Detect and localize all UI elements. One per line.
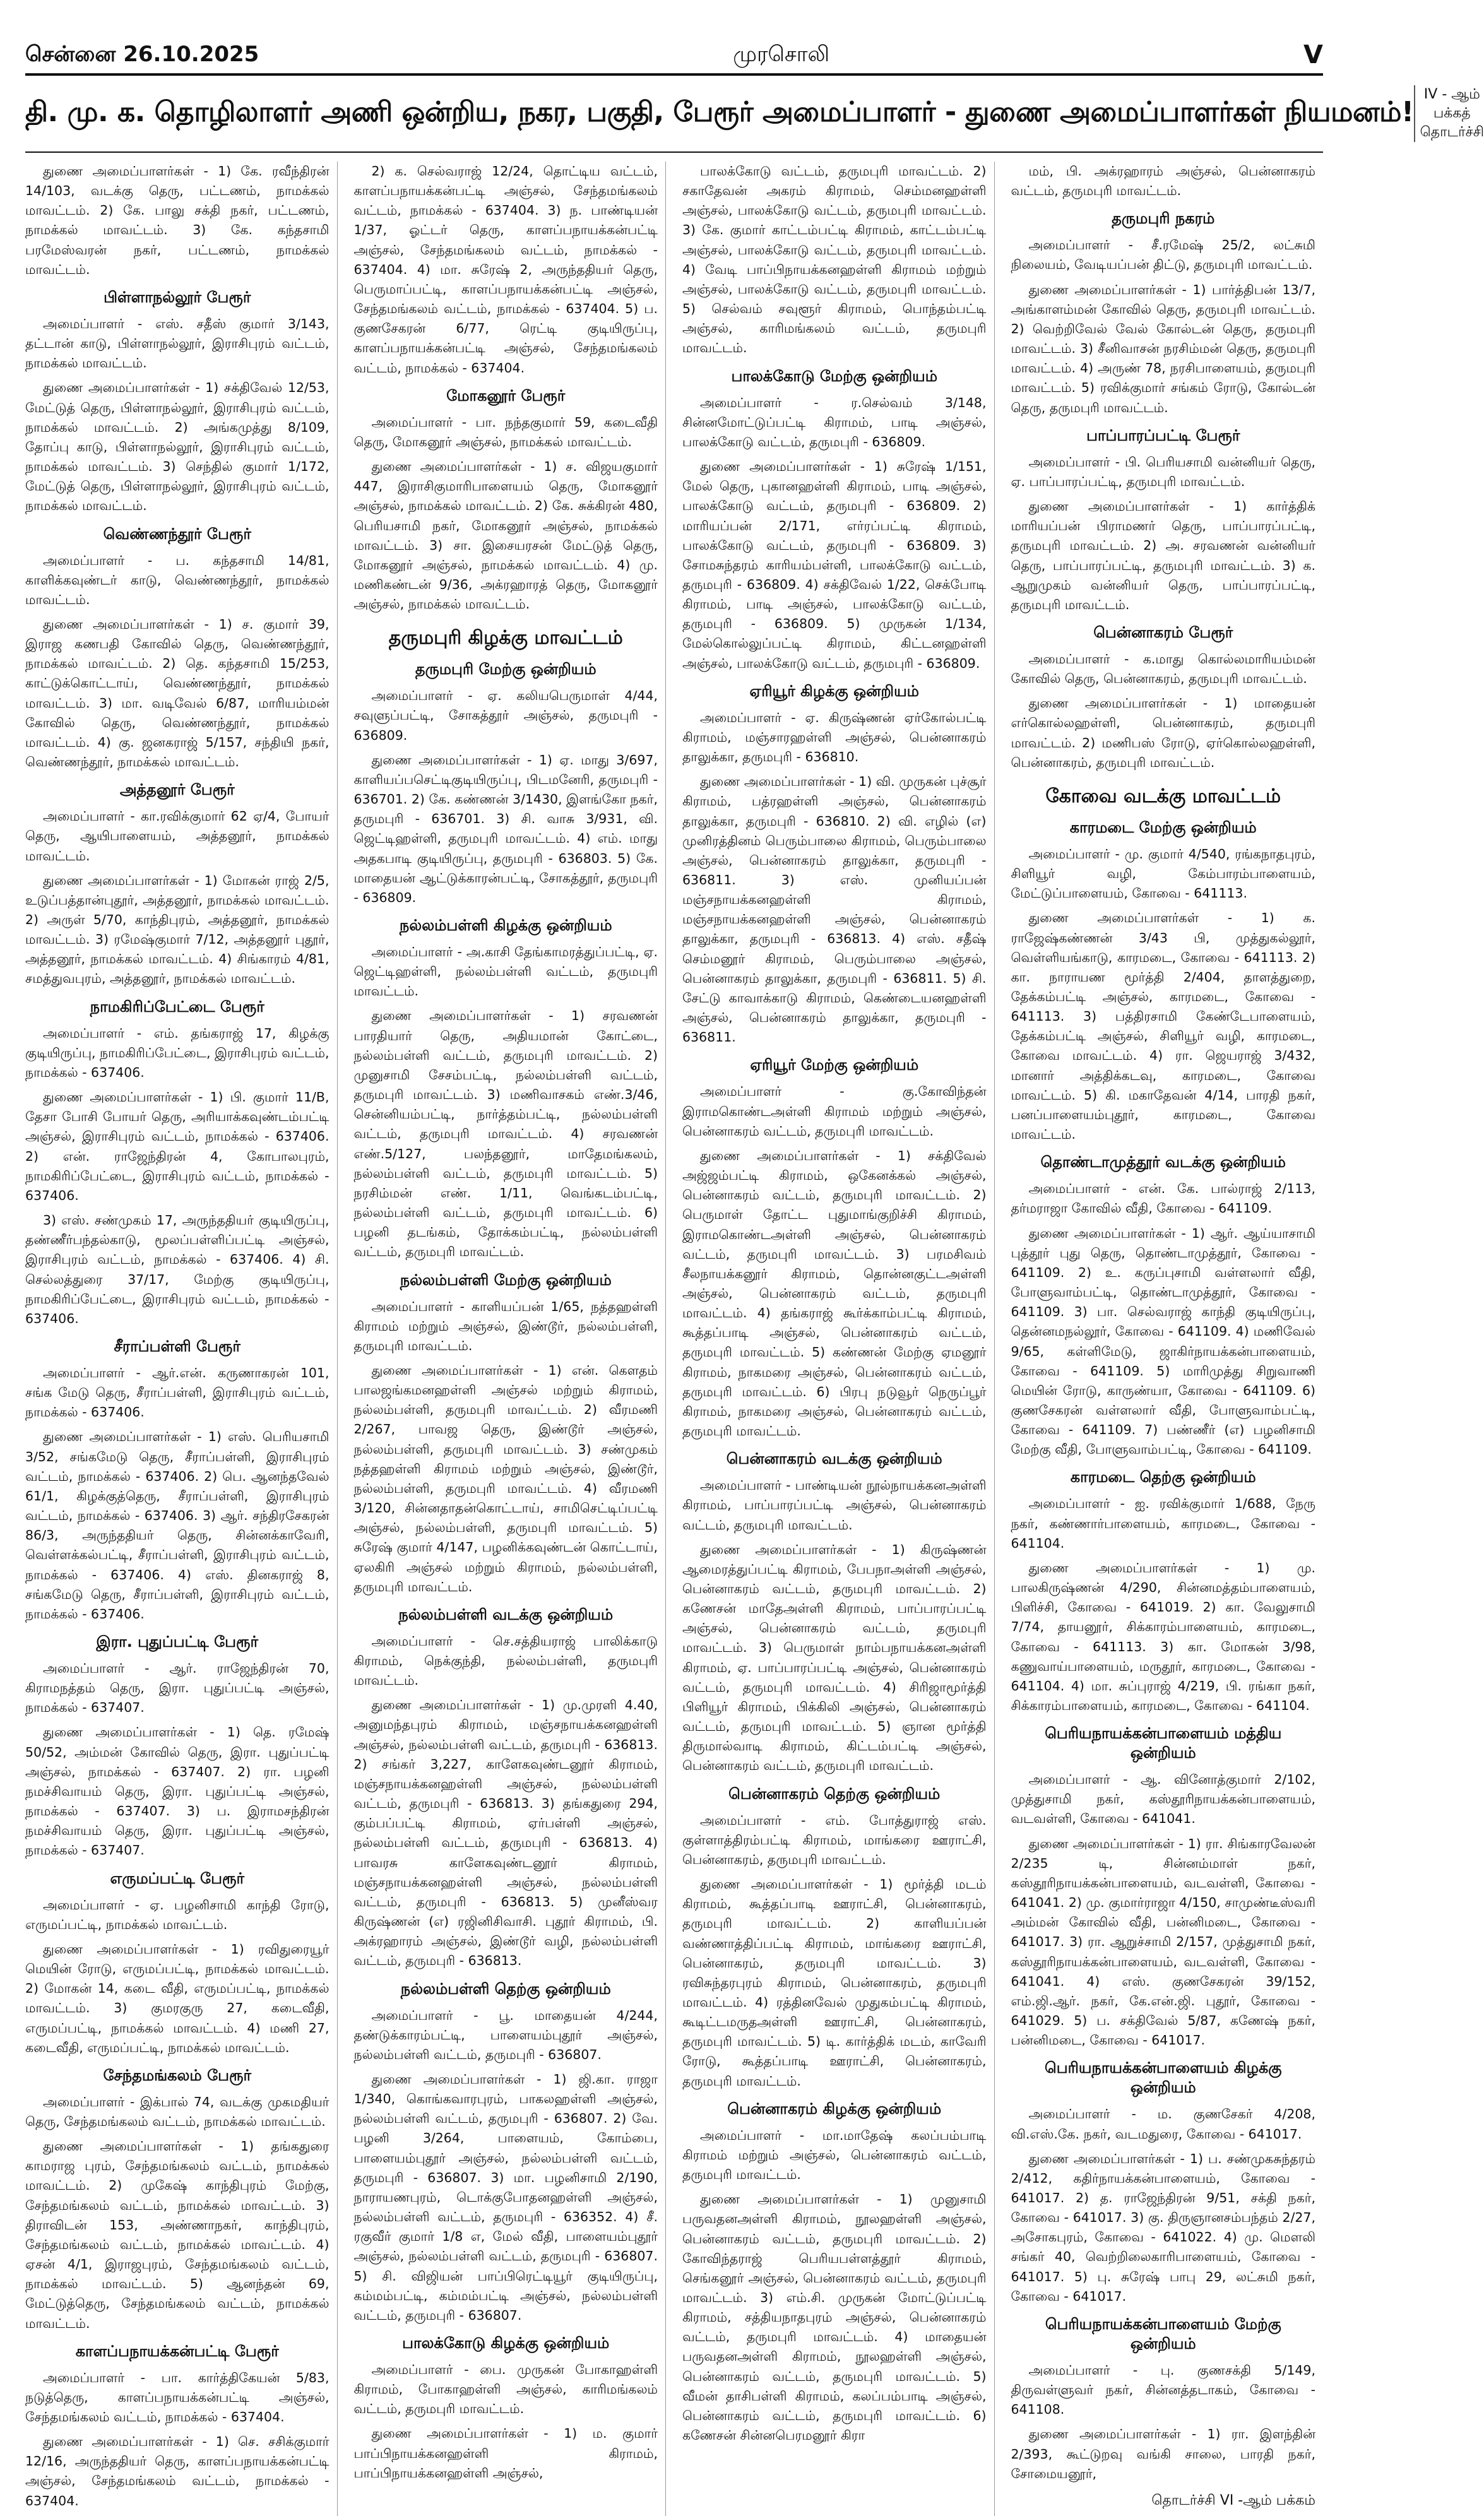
unit-heading: பென்னாகரம் தெற்கு ஒன்றியம் — [728, 1784, 941, 1803]
appointment-paragraph: துணை அமைப்பாளர்கள் - 1) கிருஷ்ணன் ஆமைரத்துப்பட்டி கிராமம், பேபநாஅள்ளி அஞ்சல், பென்னாகரம் வட்டம், தருமபுரி மாவட்டம். 2) கணேசன் மாதேஅள்ளி கிராமம், பாப்பாரப்பட்டி அஞ்சல், பென்னாகரம் வட்டம், தருமபுரி மாவட்டம். 3) பெருமாள் நாம்பநாயக்கனஅள்ளி கிராமம், ஏ. பாப்பாரப்பட்டி அஞ்சல், பென்னாகரம் வட்டம், தருமபுரி மாவட்டம். 4) சிரிஜாமூர்த்தி பிளியூர் கிராமம், பிக்கிலி அஞ்சல், பென்னாகரம் வட்டம், தருமபுரி மாவட்டம். 5) ஞான மூர்த்தி திருமால்வாடி கிராமம், கிட்டம்பட்டி அஞ்சல், பென்னாகரம் வட்டம், தருமபுரி மாவட்டம். — [682, 1541, 987, 1774]
appointment-paragraph: துணை அமைப்பாளர்கள் - 1) சரவணன் பாரதியார் தெரு, அதியமான் கோட்டை, நல்லம்பள்ளி வட்டம், தருமபுரி மாவட்டம். 2) முனுசாமி சேசம்பட்டி, நல்லம்பள்ளி வட்டம், தருமபுரி மாவட்டம். 3) மணிவாசகம் எண்.3/46, சென்னியம்பட்டி, நார்த்தம்பட்டி, நல்லம்பள்ளி வட்டம், தருமபுரி மாவட்டம். 4) சரவணன் எண்.5/127, பலந்தனூர், மாதேமங்கலம், நல்லம்பள்ளி வட்டம், தருமபுரி மாவட்டம். 5) நரசிம்மன் எண். 1/11, வெங்கடம்பட்டி, நல்லம்பள்ளி வட்டம், தருமபுரி மாவட்டம். 6) பழனி தடங்கம், தோக்கம்பட்டி, நல்லம்பள்ளி வட்டம், தருமபுரி மாவட்டம். — [353, 1008, 658, 1260]
appointment-paragraph: அமைப்பாளர் - மா.மாதேஷ் கலப்பம்பாடி கிராமம் மற்றும் அஞ்சல், பென்னாகரம் வட்டம், தருமபுரி மாவட்டம். — [682, 2127, 987, 2183]
appointment-paragraph: அமைப்பாளர் - எஸ். சதீஸ் குமார் 3/143, தட்டான் காடு, பிள்ளாநல்லூர், இராசிபுரம் வட்டம், நாமக்கல் மாவட்டம். — [25, 316, 329, 371]
unit-heading: சீராப்பள்ளி பேரூர் — [114, 1337, 240, 1355]
unit-heading: ஏரியூர் கிழக்கு ஒன்றியம் — [749, 682, 919, 700]
appointment-paragraph: துணை அமைப்பாளர்கள் - 1) எஸ். பெரியசாமி 3/52, சங்கமேடு தெரு, சீராப்பள்ளி, இராசிபுரம் வட்டம், நாமக்கல் - 637406. 2) பெ. ஆனந்தவேல் 61/1, கிழக்குத்தெரு, சீராப்பள்ளி, இராசிபுரம் வட்டம், நாமக்கல் - 637406. 3) ஆர். சந்திரசேகரன் 86/3, அருந்ததியர் தெரு, சின்னக்காவேரி, வெள்ளக்கல்பட்டி, சீராப்பள்ளி, இராசிபுரம் வட்டம், நாமக்கல் - 637406. 4) எஸ். தினகராஜ் 8, சங்கமேடு தெரு, சீராப்பள்ளி, இராசிபுரம் வட்டம், நாமக்கல் - 637406. — [25, 1429, 329, 1622]
appointment-paragraph: துணை அமைப்பாளர்கள் - 1) சக்திவேல் அஜ்ஜம்பட்டி கிராமம், ஒகேனக்கல் அஞ்சல், பென்னாகரம் வட்டம், தருமபுரி மாவட்டம். 2) பெருமாள் தோட்ட புதுமாங்குறிச்சி கிராமம், இராமகொண்டஅள்ளி அஞ்சல், பென்னாகரம் வட்டம், தருமபுரி மாவட்டம். 3) பரமசிவம் சீலநாயக்கனூர் கிராமம், தொன்னகுட்டஅள்ளி அஞ்சல், பென்னாகரம் வட்டம், தருமபுரி மாவட்டம். 4) தங்கராஜ் கூர்க்காம்பட்டி கிராமம், கூத்தப்பாடி அஞ்சல், பென்னாகரம் வட்டம், தருமபுரி மாவட்டம். 5) கண்ணன் மேற்கு ஏமனூர் கிராமம், நாகமரை அஞ்சல், பென்னாகரம் வட்டம், தருமபுரி மாவட்டம். 6) பிரபு நடுவூர் நெருப்பூர் கிராமம், நாகமரை அஞ்சல், பென்னாகரம் வட்டம், தருமபுரி மாவட்டம். — [682, 1148, 987, 1439]
appointment-paragraph: துணை அமைப்பாளர்கள் - 1) ஆர். ஆய்யாசாமி புத்தூர் புது தெரு, தொண்டாமுத்தூர், கோவை - 641109. 2) உ. கருப்புசாமி வள்ளலார் வீதி, போளுவாம்பட்டி, தொண்டாமுத்தூர், கோவை - 641109. 3) பா. செல்வராஜ் காந்தி குடியிருப்பு, தென்னமநல்லூர், கோவை - 641109. 4) மணிவேல் 9/65, கள்ளிமேடு, ஜாகிர்நாயக்கன்பாளையம், கோவை - 641109. 5) மாரிமுத்து சிறுவாணி மெயின் ரோடு, காருண்யா, கோவை - 641109. 6) குணசேகரன் வள்ளலார் வீதி, போளுவாம்பட்டி, கோவை - 641109. 7) பண்ணீர் (எ) பழனிசாமி மேற்கு வீதி, போளுவாம்பட்டி, கோவை - 641109. — [1011, 1225, 1315, 1457]
unit-heading: பெரியநாயக்கன்பாளையம் மேற்கு ஒன்றியம் — [1045, 2315, 1281, 2353]
unit-heading: தொண்டாமுத்தூர் வடக்கு ஒன்றியம் — [1040, 1153, 1286, 1172]
unit-heading: மோகனூர் பேரூர் — [446, 386, 566, 405]
unit-heading: காரமடை தெற்கு ஒன்றியம் — [1070, 1468, 1256, 1486]
unit-heading: பாலக்கோடு கிழக்கு ஒன்றியம் — [402, 2334, 610, 2352]
appointment-paragraph: அமைப்பாளர் - இக்பால் 74, வடக்கு முகமதியர் தெரு, சேந்தமங்கலம் வட்டம், நாமக்கல் மாவட்டம். — [25, 2094, 329, 2129]
appointment-paragraph: அமைப்பாளர் - ஏ. கலியபெருமாள் 4/44, சவுளுப்பட்டி, சோகத்தூர் அஞ்சல், தருமபுரி - 636809. — [353, 688, 658, 743]
column-1 — [25, 162, 338, 2516]
page-number: V — [1303, 40, 1323, 69]
appointment-paragraph: அமைப்பாளர் - பி. பெரியசாமி வன்னியர் தெரு, ஏ. பாப்பாரப்பட்டி, தருமபுரி மாவட்டம். — [1011, 454, 1315, 489]
unit-heading: நல்லம்பள்ளி மேற்கு ஒன்றியம் — [400, 1271, 612, 1289]
appointment-paragraph: துணை அமைப்பாளர்கள் - 1) வி. முருகன் புச்சூர் கிராமம், பத்ரஹள்ளி அஞ்சல், பென்னாகரம் தாலுக்கா, தருமபுரி - 636810. 2) வி. எழில் (எ) முனிரத்தினம் பெரும்பாலை கிராமம், பெரும்பாலை அஞ்சல், பென்னாகரம் தாலுக்கா, தருமபுரி - 636811. 3) எஸ். முனியப்பன் மஞ்சநாயக்கனஹள்ளி கிராமம், மஞ்சநாயக்கனஹள்ளி அஞ்சல், பென்னாகரம் தாலுக்கா, தருமபுரி - 636813. 4) எஸ். சதீஷ் செம்மனூர் கிராமம், பெரும்பாலை அஞ்சல், பென்னாகரம் தாலுக்கா, தருமபுரி - 636811. 5) சி. சேட்டு காவாக்காடு கிராமம், கெண்டையனஹள்ளி அஞ்சல், பென்னாகரம் தாலுக்கா, தருமபுரி - 636811. — [682, 774, 987, 1045]
unit-heading: சேந்தமங்கலம் பேரூர் — [103, 2066, 252, 2084]
unit-heading: பாலக்கோடு மேற்கு ஒன்றியம் — [731, 367, 938, 385]
continued-from-note: IV - ஆம் பக்கத் தொடர்ச்சி — [1414, 85, 1484, 141]
appointment-paragraph: அமைப்பாளர் - எம். போத்துராஜ் எஸ். குள்ளாத்திரம்பட்டி கிராமம், மாங்கரை ஊராட்சி, பென்னாகரம், தருமபுரி மாவட்டம். — [682, 1812, 987, 1867]
appointment-paragraph: துணை அமைப்பாளர்கள் - 1) ச. விஜயகுமார் 447, இராசிகுமாரிபாளையம் தெரு, மோகனூர் அஞ்சல், நாமக்கல் மாவட்டம். 2) கே. சுக்கிரன் 480, பெரியசாமி நகர், மோகனூர் அஞ்சல், நாமக்கல் மாவட்டம். 3) சா. இசையரசன் மேட்டுத் தெரு, மோகனூர் அஞ்சல், நாமக்கல் மாவட்டம். 4) மு. மணிகண்டன் 9/36, அக்ரஹாரத் தெரு, மோகனூர் அஞ்சல், நாமக்கல் மாவட்டம். — [353, 459, 658, 612]
appointment-paragraph: துணை அமைப்பாளர்கள் - 1) ஜி.கா. ராஜா 1/340, கொங்கவாரபுரம், பாகலஹள்ளி அஞ்சல், நல்லம்பள்ளி வட்டம், தருமபுரி - 636807. 2) வே. பழனி 3/264, பாளையம், கோம்பை, பாளையம்புதூர் அஞ்சல், நல்லம்பள்ளி வட்டம், தருமபுரி - 636807. 3) மா. பழனிசாமி 2/190, நாராயணபுரம், டொக்குபோதனஹள்ளி அஞ்சல், நல்லம்பள்ளி வட்டம், தருமபுரி - 636352. 4) சீ. ரகுவீர் குமார் 1/8 எ, மேல் வீதி, பாளையம்புதூர் அஞ்சல், நல்லம்பள்ளி வட்டம், தருமபுரி - 636807. 5) சி. விஜியன் பாப்பிரெட்டியூர் குடியிருப்பு, கம்மம்பட்டி, கம்மம்பட்டி அஞ்சல், நல்லம்பள்ளி வட்டம், தருமபுரி - 636807. — [353, 2071, 658, 2323]
appointment-paragraph: அமைப்பாளர் - கு.கோவிந்தன் இராமகொண்டஅள்ளி கிராமம் மற்றும் அஞ்சல், பென்னாகரம் வட்டம், தருமபுரி மாவட்டம். — [682, 1084, 987, 1139]
appointment-paragraph: அமைப்பாளர் - பா. கார்த்திகேயன் 5/83, நடுத்தெரு, காளப்பநாயக்கன்பட்டி அஞ்சல், சேந்தமங்கலம் வட்டம், நாமக்கல் - 637404. — [25, 2370, 329, 2424]
continued-to-note: தொடர்ச்சி VI -ஆம் பக்கம் — [1151, 2492, 1315, 2508]
column-3 — [682, 162, 995, 2516]
appointment-paragraph: அமைப்பாளர் - மு. குமார் 4/540, ரங்கநாதபுரம், சிளியூர் வழி, கேம்பாரம்பாளையம், மேட்டுப்பாளையம், கோவை - 641113. — [1011, 846, 1315, 901]
column-2 — [354, 162, 667, 2516]
appointment-paragraph: துணை அமைப்பாளர்கள் - 1) மாதையன் எர்கொல்லஹள்ளி, பென்னாகரம், தருமபுரி மாவட்டம். 2) மணிபஸ் ரோடு, ஏர்கொல்லஹள்ளி, பென்னாகரம், தருமபுரி மாவட்டம். — [1011, 696, 1315, 770]
unit-heading: பெரியநாயக்கன்பாளையம் மத்திய ஒன்றியம் — [1045, 1724, 1282, 1762]
appointment-paragraph: அமைப்பாளர் - பூ. மாதையன் 4/244, தண்டுக்காரம்பட்டி, பாளையம்புதூர் அஞ்சல், நல்லம்பள்ளி வட்டம், தருமபுரி - 636807. — [353, 2007, 658, 2062]
appointment-paragraph: துணை அமைப்பாளர்கள் - 1) சுரேஷ் 1/151, மேல் தெரு, புகானஹள்ளி கிராமம், பாடி அஞ்சல், பாலக்கோடு வட்டம், தருமபுரி - 636809. 2) மாரியப்பன் 2/171, எர்ரப்பட்டி கிராமம், பாலக்கோடு வட்டம், தருமபுரி - 636809. 3) சோமசுந்தரம் காரியம்பள்ளி, பாலக்கோடு வட்டம், தருமபுரி - 636809. 4) சக்திவேல் 1/22, செக்போடி கிராமம், பாடி அஞ்சல், பாலக்கோடு வட்டம், தருமபுரி - 636809. 5) முருகன் 1/134, மேல்கொல்லுப்பட்டி கிராமம், கிட்டனஹள்ளி அஞ்சல், பாலக்கோடு வட்டம், தருமபுரி - 636809. — [682, 459, 987, 671]
appointment-paragraph: பாலக்கோடு வட்டம், தருமபுரி மாவட்டம். 2) சகாதேவன் அகரம் கிராமம், செம்மனஹள்ளி அஞ்சல், பாலக்கோடு வட்டம், தருமபுரி மாவட்டம். 3) கே. குமார் காட்டம்பட்டி கிராமம், காட்டம்பட்டி அஞ்சல், பாலக்கோடு வட்டம், தருமபுரி மாவட்டம். 4) வேடி பாப்பிநாயக்கனஹள்ளி கிராமம் மற்றும் அஞ்சல், பாலக்கோடு வட்டம், தருமபுரி மாவட்டம். 5) செல்வம் சவுளூர் கிராமம், பொந்தம்பட்டி அஞ்சல், காரிமங்கலம் வட்டம், தருமபுரி மாவட்டம். — [682, 163, 987, 356]
headline-rule — [25, 151, 1323, 153]
unit-heading: பென்னாகரம் வடக்கு ஒன்றியம் — [726, 1450, 942, 1468]
appointment-paragraph: அமைப்பாளர் - ஏ. பழனிசாமி காந்தி ரோடு, எருமப்பட்டி, நாமக்கல் மாவட்டம். — [25, 1897, 329, 1932]
appointment-paragraph: அமைப்பாளர் - பு. குணசக்தி 5/149, திருவள்ளுவர் நகர், சின்னத்தடாகம், கோவை - 641108. — [1011, 2362, 1315, 2418]
appointment-paragraph: அமைப்பாளர் - காளியப்பன் 1/65, நத்தஹள்ளி கிராமம் மற்றும் அஞ்சல், இண்டூர், நல்லம்பள்ளி, தருமபுரி மாவட்டம். — [353, 1298, 658, 1353]
appointment-paragraph: துணை அமைப்பாளர்கள் - 1) கே. ரவீந்திரன் 14/103, வடக்கு தெரு, பட்டணம், நாமக்கல் மாவட்டம். 2) கே. பாலு சக்தி நகர், பட்டணம், நாமக்கல் மாவட்டம். 3) கே. கந்தசாமி பரமேஸ்வரன் நகர், பட்டணம், நாமக்கல் மாவட்டம். — [25, 163, 329, 277]
appointment-paragraph: துணை அமைப்பாளர்கள் - 1) ம. குமார் பாப்பிநாயக்கனஹள்ளி கிராமம், பாப்பிநாயக்கனஹள்ளி அஞ்சல், — [353, 2426, 658, 2481]
appointment-paragraph: துணை அமைப்பாளர்கள் - 1) சக்திவேல் 12/53, மேட்டுத் தெரு, பிள்ளாநல்லூர், இராசிபுரம் வட்டம், நாமக்கல் மாவட்டம். 2) அங்கமுத்து 8/109, தோப்பு காடு, பிள்ளாநல்லூர், இராசிபுரம் வட்டம், நாமக்கல் மாவட்டம். 3) செந்தில் குமார் 1/172, மேட்டுத் தெரு, பிள்ளாநல்லூர், இராசிபுரம் வட்டம், நாமக்கல் மாவட்டம். — [25, 380, 329, 514]
district-heading: தருமபுரி கிழக்கு மாவட்டம் — [388, 627, 623, 650]
article-columns — [25, 162, 1323, 2508]
appointment-paragraph: அமைப்பாளர் - ர.செல்வம் 3/148, சின்னமோட்டுப்பட்டி கிராமம், பாடி அஞ்சல், பாலக்கோடு வட்டம், தருமபுரி - 636809. — [682, 395, 987, 449]
appointment-paragraph: துணை அமைப்பாளர்கள் - 1) ப. சண்முகசுந்தரம் 2/412, கதிர்நாயக்கன்பாளையம், கோவை - 641017. 2) த. ராஜேந்திரன் 9/51, சக்தி நகர், கோவை - 641017. 3) கு. திருஞானசம்பந்தம் 2/27, அசோகபுரம், கோவை - 641022. 4) மு. மௌலி சங்கர் 40, வெற்றிலைகாரிபாளையம், கோவை - 641017. 5) பு. சுரேஷ் பாபு 29, லட்சுமி நகர், கோவை - 641017. — [1011, 2151, 1315, 2304]
appointment-paragraph: அமைப்பாளர் - பை. முருகன் போகாஹள்ளி கிராமம், போகாஹள்ளி அஞ்சல், காரிமங்கலம் வட்டம், தருமபுரி மாவட்டம். — [353, 2362, 658, 2417]
unit-heading: காளப்பநாயக்கன்பட்டி பேரூர் — [75, 2342, 279, 2360]
appointment-paragraph: துணை அமைப்பாளர்கள் - 1) ரா. இளந்தின் 2/393, கூட்டுறவு வங்கி சாலை, பாரதி நகர், சோமையனூர், — [1011, 2426, 1315, 2481]
appointment-paragraph: துணை அமைப்பாளர்கள் - 1) செ. சசிக்குமார் 12/16, அருந்ததியர் தெரு, காளப்பநாயக்கன்பட்டி அஞ்சல், சேந்தமங்கலம் வட்டம், நாமக்கல் - 637404. — [25, 2434, 329, 2508]
unit-heading: பெரியநாயக்கன்பாளையம் கிழக்கு ஒன்றியம் — [1045, 2059, 1282, 2097]
appointment-paragraph: 2) க. செல்வராஜ் 12/24, தொட்டிய வட்டம், காளப்பநாயக்கன்பட்டி அஞ்சல், சேந்தமங்கலம் வட்டம், நாமக்கல் - 637404. 3) ந. பாண்டியன் 1/37, ஓட்டர் தெரு, காளப்பநாயக்கன்பட்டி அஞ்சல், சேந்தமங்கலம் வட்டம், நாமக்கல் - 637404. 4) மா. சுரேஷ் 2, அருந்ததியர் தெரு, பெருமாப்பட்டி, காளப்பநாயக்கன்பட்டி அஞ்சல், சேந்தமங்கலம் வட்டம், நாமக்கல் - 637404. 5) ப. குணசேகரன் 6/77, ரெட்டி குடியிருப்பு, காளப்பநாயக்கன்பட்டி அஞ்சல், சேந்தமங்கலம் வட்டம், நாமக்கல் - 637404. — [353, 163, 658, 376]
unit-heading: அத்தனூர் பேரூர் — [119, 781, 235, 799]
appointment-paragraph: அமைப்பாளர் - அ.காசி தேங்காமரத்துப்பட்டி, ஏ. ஜெட்டிஹள்ளி, நல்லம்பள்ளி வட்டம், தருமபுரி மாவட்டம். — [353, 944, 658, 999]
unit-heading: தருமபுரி மேற்கு ஒன்றியம் — [415, 660, 597, 679]
appointment-paragraph: துணை அமைப்பாளர்கள் - 1) க. ராஜேஷ்கண்ணன் 3/43 பி, முத்துகல்லூர், வெள்ளியங்காடு, காரமடை, கோவை - 641113. 2) கா. நாராயண மூர்த்தி 2/404, தாளத்துறை, தேக்கம்பட்டி அஞ்சல், காரமடை, கோவை - 641113. 3) பத்திரசாமி கேண்டேபாளையம், தேக்கம்பட்டி அஞ்சல், சிளியூர் வழி, காரமடை, கோவை மாவட்டம். 4) ரா. ஜெயராஜ் 3/432, மானார் அத்திக்கடவு, காரமடை, கோவை மாவட்டம். 5) கி. மகாதேவன் 4/14, பாரதி நகர், பனப்பாளையம்புதூர், காரமடை, கோவை மாவட்டம். — [1011, 910, 1315, 1142]
appointment-paragraph: மம், பி. அக்ரஹாரம் அஞ்சல், பென்னாகரம் வட்டம், தருமபுரி மாவட்டம். — [1011, 163, 1315, 199]
unit-heading: காரமடை மேற்கு ஒன்றியம் — [1069, 818, 1257, 836]
column-4 — [1011, 162, 1324, 2516]
paper-name: முரசொலி — [733, 42, 830, 67]
unit-heading: தருமபுரி நகரம் — [1112, 210, 1215, 228]
unit-heading: நல்லம்பள்ளி கிழக்கு ஒன்றியம் — [399, 917, 612, 934]
appointment-paragraph: துணை அமைப்பாளர்கள் - 1) மூர்த்தி மடம் கிராமம், கூத்தப்பாடி ஊராட்சி, பென்னாகரம், தருமபுரி மாவட்டம். 2) காளியப்பன் வண்ணாத்திப்பட்டி கிராமம், மாங்கரை ஊராட்சி, பென்னாகரம், தருமபுரி மாவட்டம். 3) ரவிசுந்தரபுரம் கிராமம், பென்னாகரம், தருமபுரி மாவட்டம். 4) ரத்தினவேல் முதுகம்பட்டி கிராமம், கூடிட்டமருதஅள்ளி ஊராட்சி, பென்னாகரம், தருமபுரி மாவட்டம். 5) டி. கார்த்திக் மடம், காவேரி ரோடு, கூத்தப்பாடி ஊராட்சி, பென்னாகரம், தருமபுரி மாவட்டம். — [682, 1877, 987, 2089]
unit-heading: பிள்ளாநல்லூர் பேரூர் — [104, 288, 251, 306]
unit-heading: ஏரியூர் மேற்கு ஒன்றியம் — [750, 1056, 919, 1074]
masthead — [25, 37, 1323, 69]
appointment-paragraph: அமைப்பாளர் - க.மாது கொல்லமாரியம்மன் கோவில் தெரு, பென்னாகரம், தருமபுரி மாவட்டம். — [1011, 651, 1315, 687]
appointment-paragraph: துணை அமைப்பாளர்கள் - 1) கார்த்திக் மாரியப்பன் பிராமணர் தெரு, பாப்பாரப்பட்டி, தருமபுரி மாவட்டம். 2) அ. சரவணன் வன்னியர் தெரு, பாப்பாரப்பட்டி, தருமபுரி மாவட்டம். 3) க. ஆறுமுகம் வன்னியர் தெரு, பாப்பாரப்பட்டி, தருமபுரி மாவட்டம். — [1011, 499, 1315, 612]
appointment-paragraph: 3) எஸ். சண்முகம் 17, அருந்ததியர் குடியிருப்பு, தண்ணீர்பந்தல்காடு, மூலப்பள்ளிப்பட்டி அஞ்சல், இராசிபுரம் வட்டம், நாமக்கல் - 637406. 4) சி. செல்லத்துரை 37/17, மேற்கு குடியிருப்பு, நாமகிரிப்பேட்டை, இராசிபுரம் வட்டம், நாமக்கல் - 637406. — [25, 1213, 329, 1326]
appointment-paragraph: துணை அமைப்பாளர்கள் - 1) பார்த்திபன் 13/7, அங்காளம்மன் கோவில் தெரு, தருமபுரி மாவட்டம். 2) வெற்றிவேல் வேல் கோல்டன் தெரு, தருமபுரி மாவட்டம். 3) சீனிவாசன் நரசிம்மன் தெரு, தருமபுரி மாவட்டம். 4) அருண் 78, நரசிபாளையம், தருமபுரி மாவட்டம். 5) ரவிக்குமார் சங்கம் ரோடு, கோல்டன் தெரு, தருமபுரி மாவட்டம். — [1011, 282, 1315, 415]
appointment-paragraph: துணை அமைப்பாளர்கள் - 1) ரவிதுரையூர் மெயின் ரோடு, எருமப்பட்டி, நாமக்கல் மாவட்டம். 2) மோகன் 14, கடை வீதி, எருமப்பட்டி, நாமக்கல் மாவட்டம். 3) குமரகுரு 27, கடைவீதி, எருமப்பட்டி, நாமக்கல் மாவட்டம். 4) மணி 27, கடைவீதி, எருமப்பட்டி, நாமக்கல் மாவட்டம். — [25, 1941, 329, 2055]
appointment-paragraph: அமைப்பாளர் - பாண்டியன் நூல்நாயக்கனஅள்ளி கிராமம், பாப்பாரப்பட்டி அஞ்சல், பென்னாகரம் வட்டம், தருமபுரி மாவட்டம். — [682, 1478, 987, 1533]
appointment-paragraph: அமைப்பாளர் - ஆர்.என். கருணாகரன் 101, சங்க மேடு தெரு, சீராப்பள்ளி, இராசிபுரம் வட்டம், நாமக்கல் - 637406. — [25, 1365, 329, 1420]
appointment-paragraph: துணை அமைப்பாளர்கள் - 1) தெ. ரமேஷ் 50/52, அம்மன் கோவில் தெரு, இரா. புதுப்பட்டி அஞ்சல், நாமக்கல் - 637407. 2) ரா. பழனி நமச்சிவாயம் தெரு, இரா. புதுப்பட்டி அஞ்சல், நாமக்கல் - 637407. 3) ப. இராமசந்திரன் நமச்சிவாயம் தெரு, இரா. புதுப்பட்டி அஞ்சல், நாமக்கல் - 637407. — [25, 1724, 329, 1858]
appointment-paragraph: அமைப்பாளர் - செ.சத்தியராஜ் பாலிக்காடு கிராமம், நெக்குந்தி, நல்லம்பள்ளி, தருமபுரி மாவட்டம். — [353, 1633, 658, 1688]
appointment-paragraph: அமைப்பாளர் - ம. குணசேகர் 4/208, வி.எஸ்.கே. நகர், வடமதுரை, கோவை - 641017. — [1011, 2106, 1315, 2142]
unit-heading: நாமகிரிப்பேட்டை பேரூர் — [90, 997, 264, 1016]
appointment-paragraph: துணை அமைப்பாளர்கள் - 1) ச. குமார் 39, இராஜ கணபதி கோவில் தெரு, வெண்ணந்தூர், நாமக்கல் மாவட்டம். 2) தெ. கந்தசாமி 15/253, காட்டுக்கொட்டாய், வெண்ணந்தூர், நாமக்கல் மாவட்டம். 3) மா. வடிவேல் 6/87, மாரியம்மன் கோவில் தெரு, வெண்ணந்தூர், நாமக்கல் மாவட்டம். 4) கு. ஜனகராஜ் 5/157, சந்தியி நகர், வெண்ணந்தூர், நாமக்கல் மாவட்டம். — [25, 616, 329, 770]
appointment-paragraph: அமைப்பாளர் - எம். தங்கராஜ் 17, கிழக்கு குடியிருப்பு, நாமகிரிப்பேட்டை, இராசிபுரம் வட்டம், நாமக்கல் - 637406. — [25, 1025, 329, 1080]
appointment-paragraph: அமைப்பாளர் - ஐ. ரவிக்குமார் 1/688, நேரு நகர், கண்ணார்பாளையம், காரமடை, கோவை - 641104. — [1011, 1496, 1315, 1551]
unit-heading: நல்லம்பள்ளி வடக்கு ஒன்றியம் — [398, 1605, 614, 1623]
appointment-paragraph: அமைப்பாளர் - பா. நந்தகுமார் 59, கடைவீதி தெரு, மோகனூர் அஞ்சல், நாமக்கல் மாவட்டம். — [353, 414, 658, 449]
unit-heading: பென்னாகரம் கிழக்கு ஒன்றியம் — [727, 2099, 942, 2118]
appointment-paragraph: அமைப்பாளர் - கா.ரவிக்குமார் 62 ஏ/4, போயர் தெரு, ஆயிபாளையம், அத்தனூர், நாமக்கல் மாவட்டம். — [25, 809, 329, 863]
unit-heading: பென்னாகரம் பேரூர் — [1093, 623, 1233, 641]
appointment-paragraph: துணை அமைப்பாளர்கள் - 1) ஏ. மாது 3/697, காளியப்பசெட்டிகுடியிருப்பு, பிடமனேரி, தருமபுரி - 636701. 2) கே. கண்ணன் 3/1430, இளங்கோ நகர், தருமபுரி - 636701. 3) சி. வாசு 3/931, வி. ஜெட்டிஹள்ளி, தருமபுரி மாவட்டம். 4) எம். மாது அதகபாடி குடியிருப்பு, தருமபுரி - 636803. 5) கே. மாதையன் ஆட்டுக்காரன்பட்டி, சோகத்தூர், தருமபுரி - 636809. — [353, 752, 658, 905]
appointment-paragraph: துணை அமைப்பாளர்கள் - 1) தங்கதுரை காமராஜ புரம், சேந்தமங்கலம் வட்டம், நாமக்கல் மாவட்டம். 2) முகேஷ் காந்திபுரம் மேற்கு, சேந்தமங்கலம் வட்டம், நாமக்கல் மாவட்டம். 3) திராவிடன் 153, அண்ணாநகர், காந்திபுரம், சேந்தமங்கலம் வட்டம், நாமக்கல் மாவட்டம். 4) ஏசன் 4/1, இராஜபுரம், சேந்தமங்கலம் வட்டம், நாமக்கல் மாவட்டம். 5) ஆனந்தன் 69, மேட்டுத்தெரு, சேந்தமங்கலம் வட்டம், நாமக்கல் மாவட்டம். — [25, 2139, 329, 2331]
district-heading: கோவை வடக்கு மாவட்டம் — [1045, 785, 1281, 807]
unit-heading: பாப்பாரப்பட்டி பேரூர் — [1086, 426, 1240, 444]
appointment-paragraph: துணை அமைப்பாளர்கள் - 1) என். கெளதம் பாலஜங்கமனஹள்ளி அஞ்சல் மற்றும் கிராமம், நல்லம்பள்ளி, தருமபுரி மாவட்டம். 2) வீரமணி 2/267, பாவஜ தெரு, இண்டூர் அஞ்சல், நல்லம்பள்ளி, தருமபுரி மாவட்டம். 3) சண்முகம் நத்தஹள்ளி கிராமம் மற்றும் அஞ்சல், இண்டூர், நல்லம்பள்ளி, தருமபுரி மாவட்டம். 4) வீரமணி 3/120, சின்னதாதன்கொட்டாய், சாமிசெட்டிப்பட்டி அஞ்சல், நல்லம்பள்ளி, தருமபுரி மாவட்டம். 5) சுரேஷ் குமார் 4/147, பழனிக்கவுண்டன் கொட்டாய், ஏலகிரி அஞ்சல் மற்றும் கிராமம், நல்லம்பள்ளி, தருமபுரி மாவட்டம். — [353, 1362, 658, 1594]
unit-heading: வெண்ணந்தூர் பேரூர் — [103, 525, 251, 543]
appointment-paragraph: துணை அமைப்பாளர்கள் - 1) முனுசாமி பருவதனஅள்ளி கிராமம், நூலஹள்ளி அஞ்சல், பென்னாகரம் வட்டம், தருமபுரி மாவட்டம். 2) கோவிந்தராஜ் பெரியபள்ளத்தூர் கிராமம், செங்கனூர் அஞ்சல், பென்னாகரம் வட்டம், தருமபுரி மாவட்டம். 3) எம்.சி. முருகன் மோட்டுப்பட்டி கிராமம், சத்தியநாதபுரம் அஞ்சல், பென்னாகரம் வட்டம், தருமபுரி மாவட்டம். 4) மாதையன் பருவதனஅள்ளி கிராமம், நூலஹள்ளி அஞ்சல், பென்னாகரம் வட்டம், தருமபுரி மாவட்டம். 5) வீமன் தாசிபள்ளி கிராமம், கலப்பம்பாடி அஞ்சல், பென்னாகரம் வட்டம், தருமபுரி மாவட்டம். 6) கணேசன் சின்னபெரமனூர் கிரா — [682, 2192, 987, 2443]
appointment-paragraph: அமைப்பாளர் - ஏ. கிருஷ்ணன் ஏர்கோல்பட்டி கிராமம், மஞ்சாரஹள்ளி அஞ்சல், பென்னாகரம் தாலுக்கா, தருமபுரி - 636810. — [682, 709, 987, 765]
appointment-paragraph: அமைப்பாளர் - ஆர். ராஜேந்திரன் 70, கிராமநத்தம் தெரு, இரா. புதுப்பட்டி அஞ்சல், நாமக்கல் - 637407. — [25, 1661, 329, 1716]
dateline: சென்னை 26.10.2025 — [25, 42, 259, 67]
headline-row — [25, 76, 1484, 151]
appointment-paragraph: அமைப்பாளர் - என். கே. பால்ராஜ் 2/113, தர்மராஜா கோவில் வீதி, கோவை - 641109. — [1011, 1181, 1315, 1216]
appointment-paragraph: அமைப்பாளர் - ஆ. வினோத்குமார் 2/102, முத்துசாமி நகர், கஸ்தூரிநாயக்கன்பாளையம், வடவள்ளி, கோவை - 641041. — [1011, 1772, 1315, 1827]
appointment-paragraph: துணை அமைப்பாளர்கள் - 1) மோகன் ராஜ் 2/5, உடுப்பத்தான்புதூர், அத்தனூர், நாமக்கல் மாவட்டம். 2) அருள் 5/70, காந்திபுரம், அத்தனூர், நாமக்கல் மாவட்டம். 3) ரமேஷ்குமார் 7/12, அத்தனூர் புதூர், அத்தனூர், நாமக்கல் மாவட்டம். 4) சிங்காரம் 4/81, சமத்துவபுரம், அத்தனூர், நாமக்கல் மாவட்டம். — [25, 872, 329, 987]
appointment-paragraph: துணை அமைப்பாளர்கள் - 1) மு.முரளி 4.40, அனுமந்தபுரம் கிராமம், மஞ்சநாயக்கனஹள்ளி அஞ்சல், நல்லம்பள்ளி வட்டம், தருமபுரி - 636813. 2) சங்கர் 3,227, காளேகவுண்டனூர் கிராமம், மஞ்சநாயக்கனஹள்ளி அஞ்சல், நல்லம்பள்ளி வட்டம், தருமபுரி - 636813. 3) தங்கதுரை 294, கும்பப்பட்டி கிராமம், ஏர்பள்ளி அஞ்சல், நல்லம்பள்ளி வட்டம், தருமபுரி - 636813. 4) பாவரசு காளேகவுண்டனூர் கிராமம், மஞ்சநாயக்கனஹள்ளி அஞ்சல், நல்லம்பள்ளி வட்டம், தருமபுரி - 636813. 5) முனீஸ்வர கிருஷ்ணன் (எ) ரஜினிசிவாசி. புதூர் கிராமம், பி. அக்ரஹாரம் அஞ்சல், இண்டூர் வழி, நல்லம்பள்ளி வட்டம், தருமபுரி - 636813. — [353, 1697, 658, 1969]
headline: தி. மு. க. தொழிலாளர் அணி ஒன்றிய, நகர, பகுதி, பேரூர் அமைப்பாளர் - துணை அமைப்பாளர்கள் நியமனம்! — [25, 95, 1414, 128]
appointment-paragraph: அமைப்பாளர் - சீ.ரமேஷ் 25/2, லட்சுமி நிலையம், வேடியப்பன் திட்டு, தருமபுரி மாவட்டம். — [1011, 237, 1315, 273]
unit-heading: நல்லம்பள்ளி தெற்கு ஒன்றியம் — [400, 1979, 611, 1998]
appointment-paragraph: அமைப்பாளர் - ப. கந்தசாமி 14/81, காளிக்கவுண்டர் காடு, வெண்ணந்தூர், நாமக்கல் மாவட்டம். — [25, 552, 329, 607]
unit-heading: இரா. புதுப்பட்டி பேரூர் — [96, 1633, 259, 1651]
appointment-paragraph: துணை அமைப்பாளர்கள் - 1) ரா. சிங்காரவேலன் 2/235 டி, சின்னம்மாள் நகர், கஸ்தூரிநாயக்கன்பாளையம், வடவள்ளி, கோவை - 641041. 2) மு. குமார்ராஜா 4/150, சாமுண்டீஸ்வரி அம்மன் கோவில் வீதி, பன்னிமடை, கோவை - 641017. 3) ரா. ஆறுச்சாமி 2/157, முத்துசாமி நகர், கஸ்தூரிநாயக்கன்பாளையம், வடவள்ளி, கோவை - 641041. 4) எஸ். குணசேகரன் 39/152, எம்.ஜி.ஆர். நகர், கே.என்.ஜி. புதூர், கோவை - 641029. 5) ப. சக்திவேல் 5/87, கணேஷ் நகர், பன்னிமடை, கோவை - 641017. — [1011, 1836, 1315, 2048]
appointment-paragraph: துணை அமைப்பாளர்கள் - 1) பி. குமார் 11/B, தேசா போசி போயர் தெரு, அரியாக்கவுண்டம்பட்டி அஞ்சல், இராசிபுரம் வட்டம், நாமக்கல் - 637406. 2) என். ராஜேந்திரன் 4, கோபாலபுரம், நாமகிரிப்பேட்டை, இராசிபுரம் வட்டம், நாமக்கல் - 637406. — [25, 1089, 329, 1203]
unit-heading: எருமப்பட்டி பேரூர் — [110, 1869, 244, 1887]
appointment-paragraph: துணை அமைப்பாளர்கள் - 1) மு. பாலகிருஷ்ணன் 4/290, சின்னமத்தம்பாளையம், பிளிச்சி, கோவை - 641019. 2) கா. வேலுசாமி 7/74, தாயனூர், சிக்காரம்பாளையம், காரமடை, கோவை - 641113. 3) கா. மோகன் 3/98, கணுவாய்பாளையம், மருதூர், காரமடை, கோவை - 641104. 4) மா. சுப்புராஜ் 4/219, பி. ரங்கா நகர், சிக்காரம்பாளையம், காரமடை, கோவை - 641104. — [1011, 1560, 1315, 1713]
